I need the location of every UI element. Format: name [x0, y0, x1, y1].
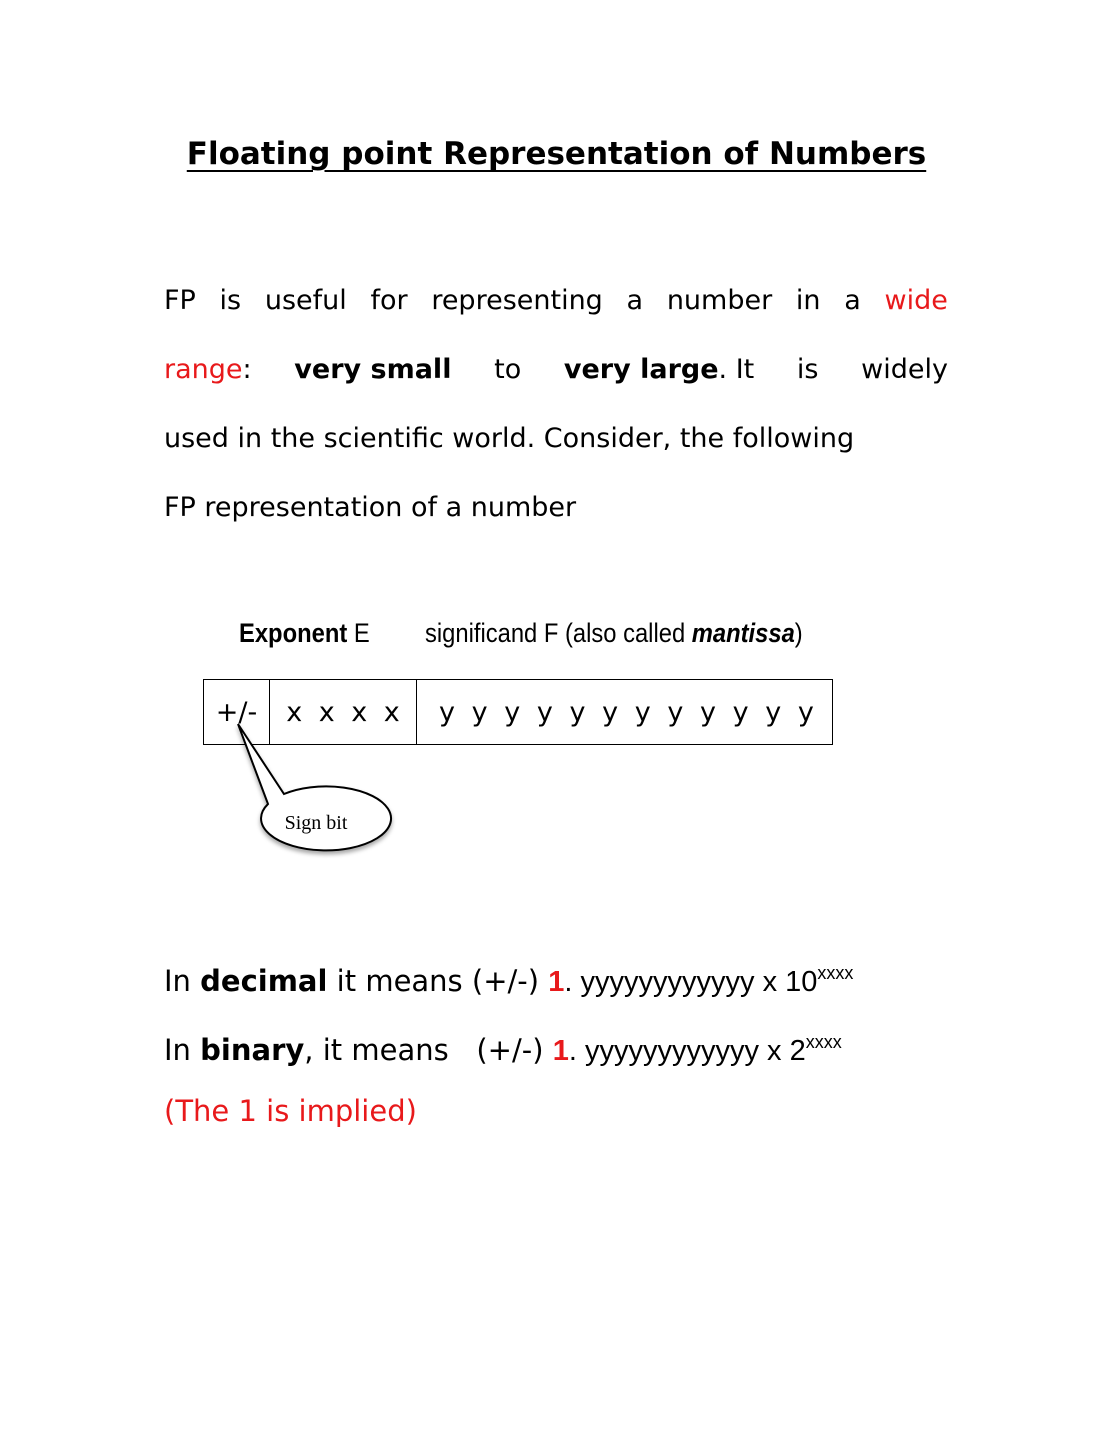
mantissa-bit: y	[471, 696, 488, 728]
bold-very-large: very large	[563, 354, 719, 385]
highlight-range: range	[164, 354, 243, 385]
mantissa-bit: y	[765, 696, 782, 728]
word: is	[219, 285, 242, 316]
sign-bit-callout-text: Sign bit	[284, 812, 348, 834]
intro-line-3: used in the scientific world. Consider, the following	[164, 423, 855, 454]
exponent-bit: x	[286, 696, 303, 728]
intro-line-1	[164, 281, 948, 321]
sign-bit-cell: +/-	[204, 680, 270, 744]
page-title: Floating point Representation of Numbers	[186, 136, 927, 172]
eq-exponent: xxxx	[817, 963, 854, 983]
exponent-label	[239, 618, 370, 649]
eq-middle: , it means (+/-)	[304, 1033, 553, 1067]
mantissa-bit: y	[667, 696, 684, 728]
binary-equation	[164, 1020, 842, 1067]
mantissa-bit: y	[732, 696, 749, 728]
eq-bold-decimal: decimal	[200, 964, 328, 998]
intro-line-2	[164, 350, 948, 390]
bold-very-small: very small	[294, 354, 452, 385]
eq-rest: . yyyyyyyyyyyy x 10	[564, 966, 818, 998]
eq-middle: it means (+/-)	[327, 964, 549, 998]
eq-exponent: xxxx	[805, 1032, 842, 1052]
word: for	[370, 285, 408, 316]
implied-one: 1	[552, 1035, 569, 1067]
mantissa-bit: y	[536, 696, 553, 728]
mantissa-bit: y	[602, 696, 619, 728]
word: a	[844, 285, 861, 316]
word: widely	[861, 354, 948, 385]
word: in	[795, 285, 821, 316]
colon: :	[242, 354, 252, 385]
mantissa-bit: y	[700, 696, 716, 728]
sign-bit-callout	[230, 722, 400, 872]
highlight-wide: wide	[884, 285, 948, 316]
mantissa-bit: y	[439, 696, 455, 728]
word: useful	[264, 285, 347, 316]
intro-line-4: FP representation of a number	[164, 492, 577, 523]
mantissa-bit: y	[569, 696, 586, 728]
eq-prefix: In	[164, 964, 201, 998]
implied-one: 1	[548, 966, 565, 998]
large-group	[564, 350, 754, 390]
exponent-bit: x	[383, 696, 400, 728]
eq-rest: . yyyyyyyyyyyy x 2	[568, 1035, 806, 1067]
word: representing	[431, 285, 603, 316]
word: number	[666, 285, 773, 316]
eq-prefix: In	[164, 1033, 201, 1067]
eq-bold-binary: binary	[200, 1033, 305, 1067]
significand-label-prefix: significand F (also called	[425, 618, 692, 648]
word: is	[796, 354, 819, 385]
exponent-bit: x	[318, 696, 335, 728]
word-to: to	[494, 354, 522, 385]
mantissa-bit: y	[797, 696, 814, 728]
exponent-label-bold: Exponent	[239, 618, 348, 648]
implied-note: (The 1 is implied)	[164, 1094, 417, 1128]
mantissa-bit: y	[634, 696, 651, 728]
word: . It	[718, 354, 755, 385]
word: a	[626, 285, 644, 316]
significand-label-suffix: )	[794, 618, 803, 648]
range-group	[164, 350, 252, 390]
mantissa-cells	[417, 680, 832, 744]
mantissa-term: mantissa	[691, 618, 795, 648]
word: FP	[164, 285, 196, 316]
significand-label	[425, 618, 803, 649]
exponent-bit: x	[351, 696, 368, 728]
mantissa-bit: y	[504, 696, 521, 728]
decimal-equation	[164, 951, 854, 998]
exponent-label-rest: E	[347, 618, 370, 648]
